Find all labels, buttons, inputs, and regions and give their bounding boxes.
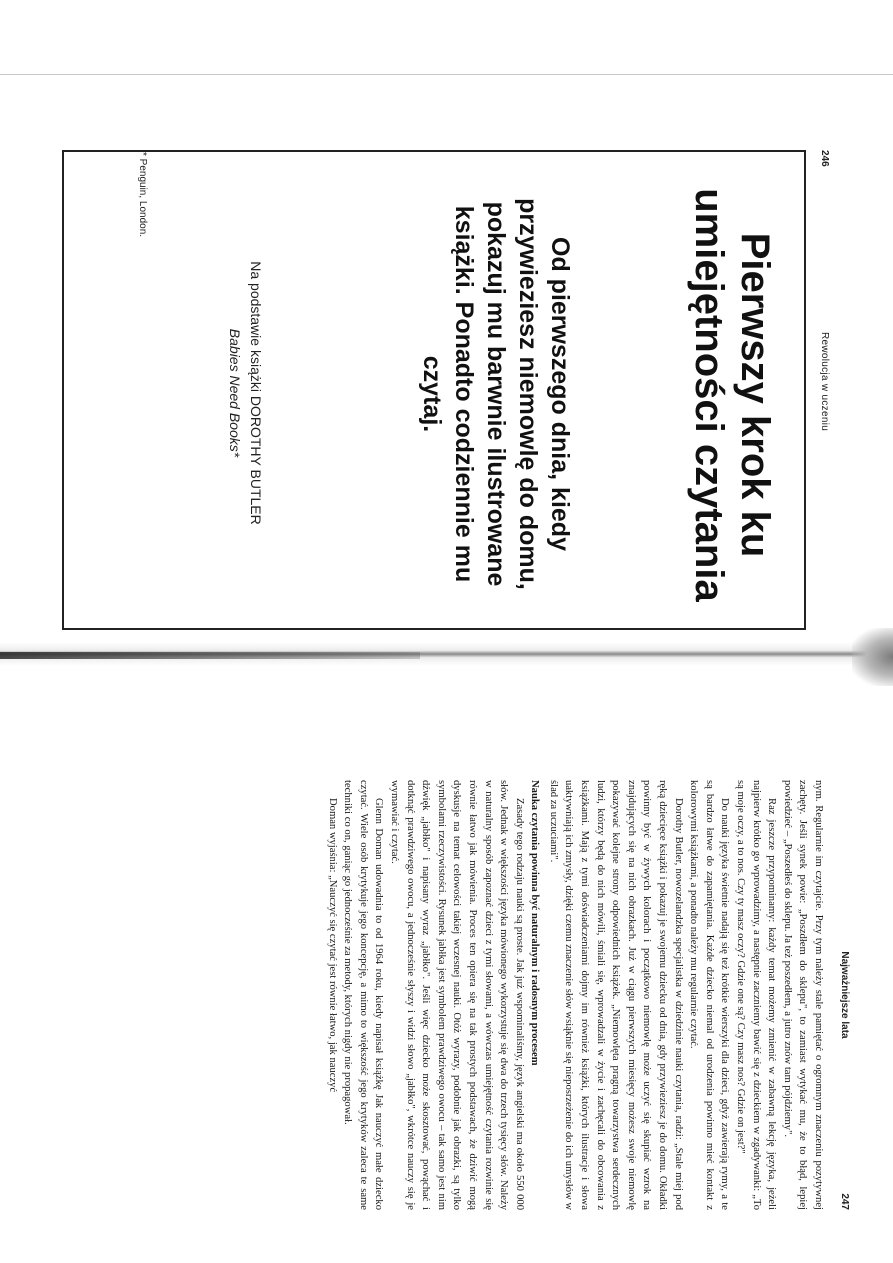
running-title: Rewolucja w uczeniu [819,332,830,432]
paragraph: Raz jeszcze przypominamy: każdy temat możemy zmienić w zabawną lekcję języka, jeżeli najpierw krótko go wprowadzimy, a następnie zaczniemy bawić się z dzieckiem w zgadywanki: „To są moje oczy, a to nos. Czy ty masz oczy? Gdzie one są? Czy masz nos? Gdzie on jest?" [735,780,778,1210]
running-title: Najważniejsze lata [839,951,850,1039]
scan-edge-line [0,74,893,75]
paragraph: Glenn Doman udowadnia to od 1964 roku, kiedy napisał książkę Jak nauczyć małe dziecko czytać. Wiele osób krytykuje jego koncepcję, a mimo to większość jego krytyków zaleca te same techniki co on, ganiąc go jednocześnie za metody, których nigdy nie propagował. [342,780,385,1210]
section-heading: Nauka czytania powinna być naturalnym i radosnym procesem [529,780,541,1066]
paragraph: Zasady tego rodzaju nauki są proste. Jak już wspominaliśmy, język angielski ma około 550 000 słów. Jednak w większości języka mówionego wykorzystuje się dwa do trzech tysięcy słów. Należy w naturalny sposób zapoznać dzieci z tymi słowami, a wówczas umiejętność czytania rozwinie się równie łatwo jak mówienia. Proces ten opiera się na tak prostych podstawach, że dziwić mogą dyskusje na temat celowości takiej wczesnej nauki. Otóż wyrazy, podobnie jak obrazki, są tylko symbolami rzeczywistości. Rysunek jabłka jest symbolem prawdziwego owocu – tak samo jest nim dźwięk „jabłko" i napisany wyraz „jabłko". Jeśli więc dziecko może skosztować, powąchać i dotknąć prawdziwego owocu, a jednocześnie słyszy i widzi słowo „jabłko", wkrótce nauczy się je wymawiać i czytać. [388,780,525,1210]
footnote: * Penguin, London. [137,152,148,238]
paragraph: Doman wyjaśnia: „Nauczyć się czytać jest równie łatwo, jak nauczyć [326,798,338,1093]
page-247 [80,780,850,1210]
paragraph: Dorothy Butler, nowozelandzka specjalistka w dziedzinie nauki czytania, radzi: „Stale miej pod ręką dziecięce książki i pokazuj je swojemu dziecku od dnia, gdy przywieziesz je do domu. Okładki powinny być w żywych kolorach i początkowo niemowlę może uczyć się skupiać wzrok na znajdujących się na nich obrazkach. Już w ciągu pierwszych miesięcy możesz swoje niemowlę pokazywać kolejne strony odpowiednich książek. „Niemowlęta pragną towarzystwa serdecznych ludzi, którzy będą do nich mówili, śmiali się, wprowadzali w życie i zachęcali do obcowania z książkami. Mają z tymi doświadczeniami dojmy im również książki, których ilustracje i słowa uaktywniają ich zmysły, dzięki czemu znaczenie słów wsiąknie się nieposrzeżenie do ich umysłów w ślad za uczuciami". [547,780,684,1210]
paragraph: Do nauki języka świetnie nadają się też krótkie wierszyki dla dzieci, gdyż zawierają rymy, a te są bardzo łatwe do zapamiętania. Każde dziecko niemal od urodzenia powinno mieć kontakt z kolorowymi książkami, a ponadto należy mu regularnie czytać. [688,780,731,1210]
lead-paragraph: Od pierwszego dnia, kiedy przywieziesz niemowlę do domu, pokazuj mu barwnie ilustrowane książki. Ponadto codziennie mu czytaj. [418,198,574,590]
running-head-246 [812,150,830,630]
page-fold-edge [0,652,420,659]
book-title: Babies Need Books* [227,328,243,458]
chapter-title: Pierwszy krok ku umiejętności czytania [687,188,777,602]
body-text [324,780,826,1210]
running-head-247 [832,780,850,1210]
binding-shadow [852,628,893,686]
page-246 [60,150,830,630]
attribution-line: Na podstawie książki DOROTHY BUTLER [248,261,264,525]
page-number: 246 [819,150,830,167]
chapter-opening-frame [62,150,806,630]
paragraph: nym. Regularnie im czytajcie. Przy tym należy stale pamiętać o ogromnym znaczeniu pozytywnej zachęty. Jeśli synek powie: „Poszdłem do sklepu", to zamiast wytykać mu, że to błąd, lepiej powiedzieć – „Poszedłeś do sklepu. Ja też poszedłem, a jutro znów tam pójdziemy". [781,780,824,1210]
source-attribution [224,218,266,568]
page-number: 247 [839,1193,850,1210]
